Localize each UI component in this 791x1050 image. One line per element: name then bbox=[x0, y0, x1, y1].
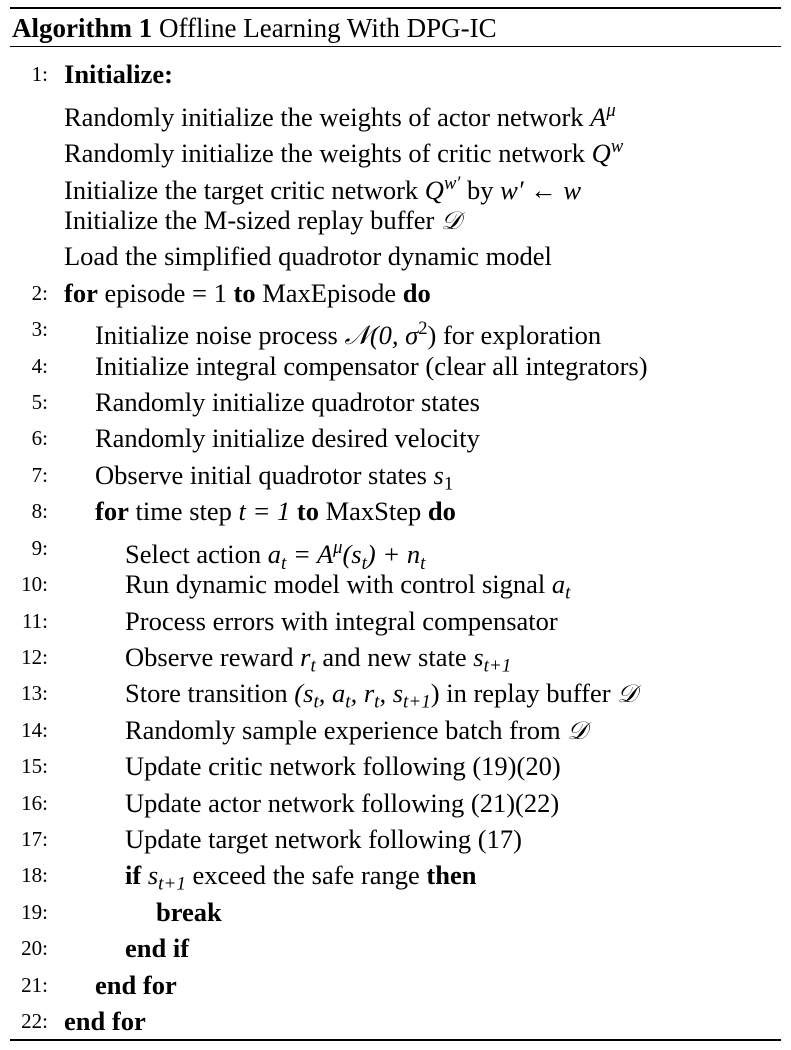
line-text: Randomly initialize the weights of actor network $A^\mu$ bbox=[64, 100, 616, 133]
line-text: Observe initial quadrotor states $s_1$ bbox=[95, 460, 454, 496]
line-number: 20: bbox=[21, 936, 48, 961]
line-text: for time step t = 1 to MaxStep do bbox=[95, 496, 456, 527]
line-text: Initialize integral compensator (clear all integrators) bbox=[95, 351, 648, 382]
algorithm-label: Algorithm 1 bbox=[12, 13, 153, 43]
line-number: 18: bbox=[21, 863, 48, 888]
line-text: Process errors with integral compensator bbox=[125, 606, 558, 637]
line-text: Randomly initialize desired velocity bbox=[95, 423, 480, 454]
line-text: Initialize the target critic network $Q^{w'}$ by w′ ← w bbox=[64, 173, 582, 206]
line-text: Load the simplified quadrotor dynamic model bbox=[64, 241, 552, 272]
line-number: 12: bbox=[21, 645, 48, 670]
line-number: 8: bbox=[31, 499, 48, 524]
line-number: 21: bbox=[21, 973, 48, 998]
bottom-rule bbox=[10, 1039, 781, 1041]
line-text: Update actor network following (21)(22) bbox=[125, 788, 560, 819]
line-text: Initialize the M-sized replay buffer 𝒟 bbox=[64, 205, 462, 236]
algorithm-block bbox=[10, 9, 781, 1037]
line-text: end if bbox=[125, 933, 190, 964]
line-text: if $s_{t+1}$ exceed the safe range then bbox=[125, 860, 477, 896]
line-text: Randomly initialize quadrotor states bbox=[95, 387, 480, 418]
line-number: 4: bbox=[31, 354, 48, 379]
line-number: 2: bbox=[31, 281, 48, 306]
line-text: Observe reward $r_t$ and new state $s_{t+1}$ bbox=[125, 642, 512, 678]
line-text: Update critic network following (19)(20) bbox=[125, 751, 561, 782]
line-number: 13: bbox=[21, 681, 48, 706]
line-text: end for bbox=[64, 1006, 146, 1037]
algorithm-title: Offline Learning With DPG-IC bbox=[158, 13, 497, 43]
line-number: 1: bbox=[31, 62, 48, 87]
line-number: 6: bbox=[31, 426, 48, 451]
line-text: break bbox=[156, 897, 222, 928]
line-number: 16: bbox=[21, 791, 48, 816]
line-text: Store transition ($s_t$, $a_t$, $r_t$, $s_{t+1}$) in replay buffer 𝒟 bbox=[125, 678, 638, 714]
line-number: 10: bbox=[21, 572, 48, 597]
line-text: Initialize noise process 𝒩(0, $\sigma^2$) for exploration bbox=[95, 318, 602, 351]
line-number: 9: bbox=[31, 536, 48, 561]
line-number: 11: bbox=[21, 609, 48, 634]
line-number: 19: bbox=[21, 900, 48, 925]
line-text: Select action $a_t = A^\mu(s_t) + n_t$ bbox=[125, 537, 426, 575]
line-text: end for bbox=[95, 970, 177, 1001]
algorithm-caption bbox=[10, 9, 781, 46]
line-number: 14: bbox=[21, 718, 48, 743]
line-number: 3: bbox=[31, 317, 48, 342]
line-text: for episode = 1 to MaxEpisode do bbox=[64, 278, 431, 309]
line-text: Randomly initialize the weights of critic network $Q^w$ bbox=[64, 136, 624, 169]
line-text: Initialize: bbox=[64, 59, 173, 90]
line-text: Update target network following (17) bbox=[125, 824, 522, 855]
line-number: 7: bbox=[31, 463, 48, 488]
line-number: 17: bbox=[21, 827, 48, 852]
line-text: Randomly sample experience batch from 𝒟 bbox=[125, 715, 588, 746]
caption-rule bbox=[10, 46, 781, 47]
line-text: Run dynamic model with control signal $a_t$ bbox=[125, 569, 571, 605]
line-number: 15: bbox=[21, 754, 48, 779]
line-number: 22: bbox=[21, 1009, 48, 1034]
line-number: 5: bbox=[31, 390, 48, 415]
